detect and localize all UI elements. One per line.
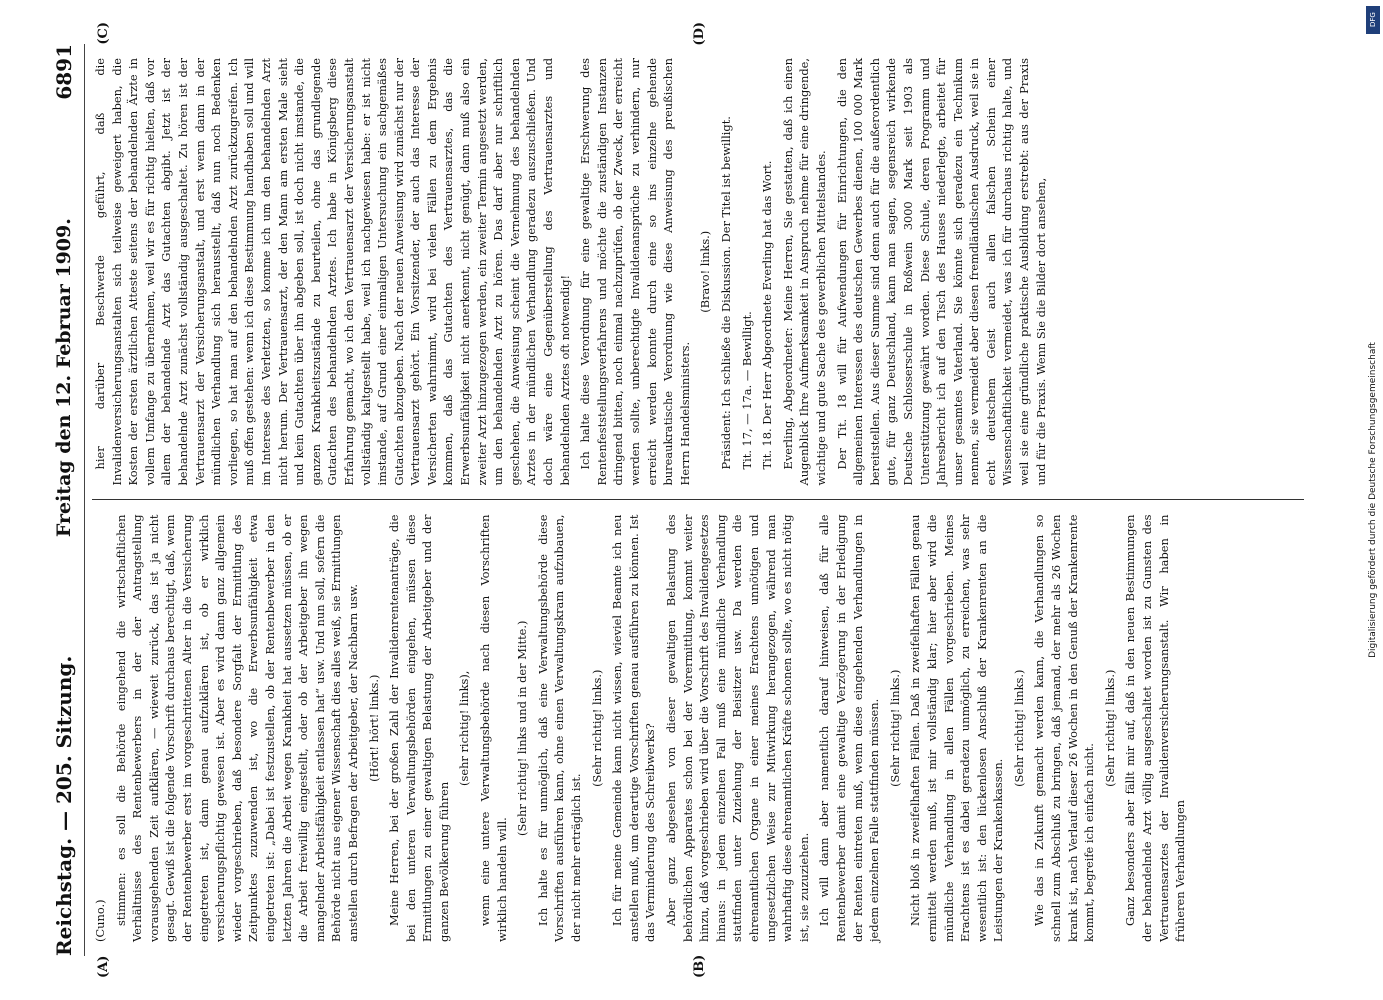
paragraph: Ich für meine Gemeinde kann nicht wissen, wieviel Beamte ich neu anstellen muß, um derartige Vorschriften genau ausführen zu können. Ist das Verminderung des Schreibwerks? xyxy=(610,514,658,942)
paragraph: Aber ganz abgesehen von dieser gewaltigen Belastung des behördlichen Apparates schon bei der Vorermittlung, kommt weiter hinzu, daß vorgeschrieben wird über die Vorschrift des Invalidengesetzes hinaus: in jedem einzelnen Fall muß eine mündliche Verhandlung stattfinden unter Zuziehung der Beisitzer usw. Da werden die ehrenamtlichen Organe in einer meines Erachtens unnötigen und ungesetzlichen Weise zur Mitwirkung herangezogen, während man wahrhaftig diese ehrenamtlichen Kräfte schonen sollte, wo es nicht nötig ist, sie zuzuziehen. xyxy=(664,514,811,942)
margin-marker-b: (B) xyxy=(692,954,707,978)
paragraph: (Sehr richtig! links.) xyxy=(887,669,902,787)
header-left: Reichstag. — 205. Sitzung. xyxy=(52,655,76,956)
paragraph: stimmen: es soll die Behörde eingehend die wirtschaftlichen Verhältnisse des Rentenbewerbers in der der Antragstellung vorausgehenden Zeit aufklären, — wieweit zurück, das ist ja nicht gesagt. Gewiß ist die folgende Vorschrift durchaus berechtigt, daß, wenn der Rentenbewerber erst im vorgeschrittenen Alter in die Versicherung eingetreten ist, dann genau aufzuklären ist, ob er wirklich versicherungspflichtig gewesen ist. Aber es wird dann ganz allgemein wieder vorgeschrieben, daß besondere Sorgfalt der Ermittlung des Zeitpunktes zuzuwenden ist, wo die Erwerbsunfähigkeit etwa eingetreten ist: „Dabei ist festzustellen, ob der Rentenbewerber in den letzten Jahren die Arbeit wegen Krankheit hat aussetzen müssen, ob er die Arbeit freiwillig eingestellt, oder ob der Arbeitgeber ihn wegen mangelnder Arbeitsfähigkeit entlassen hat“ usw. Und nun soll, sofern die Behörde nicht aus eigener Wissenschaft dies alles weiß, sie Ermittlungen anstellen durch Befragen der Arbeitgeber, der Nachbarn usw. xyxy=(113,514,360,942)
margin-marker-a: (A) xyxy=(96,955,111,978)
digitization-credit: Digitalisierung gefördert durch die Deutsche Forschungsgemeinschaft xyxy=(1368,342,1378,658)
paragraph: Ich halte diese Verordnung für eine gewaltige Erschwerung des Rentenfeststellungsverfahrens und möchte die zuständigen Instanzen dringend bitten, noch einmal nachzuprüfen, ob der Zweck, der erreicht werden sollte, unberechtigte Invalidenansprüche zu verhindern, nur erreicht werden konnte durch eine so ins einzelne gehende bureaukratische Verordnung wie diese Anweisung des preußischen Herrn Handelsministers. xyxy=(578,58,692,486)
right-column xyxy=(92,22,1304,501)
dfg-logo: DFG xyxy=(1366,6,1380,34)
paragraph: (sehr richtig! links), xyxy=(457,670,472,786)
page-header xyxy=(44,44,85,956)
paragraph: Tit. 18. Der Herr Abgeordnete Everling hat das Wort. xyxy=(760,160,775,470)
paragraph: Tit. 17, — 17a. — Bewilligt. xyxy=(739,311,754,470)
paragraph: Ich will dann aber namentlich darauf hinweisen, daß für alle Rentenbewerber damit eine gewaltige Verzögerung in der Erledigung der Renten eintreten muß, wenn diese eingehenden Verhandlungen in jedem einzelnen Falle stattfinden müssen. xyxy=(817,514,882,942)
rotated-page xyxy=(36,20,1316,980)
paragraph: Nicht bloß in zweifelhaften Fällen. Daß in zweifelhaften Fällen genau ermittelt werden muß, ist mir vollständig klar; hier aber wird die mündliche Verhandlung in allen Fällen vorgeschrieben. Meines Erachtens ist es dabei geradezu unmöglich, zu erreichen, was sehr wesentlich ist: den lückenlosen Anschluß der Krankenrenten an die Leistungen der Krankenkassen. xyxy=(908,514,1006,942)
paragraph: Meine Herren, bei der großen Zahl der Invalidenrentenanträge, die bei den unteren Verwaltungsbehörden eingehen, müssen diese Ermittlungen zu einer gewaltigen Belastung der Arbeitgeber und der ganzen Bevölkerung führen xyxy=(387,514,451,942)
margin-marker-d: (D) xyxy=(692,22,707,46)
left-column xyxy=(92,501,1304,978)
columns xyxy=(92,22,1304,978)
paragraph: Präsident: Ich schließe die Diskussion. Der Titel ist bewilligt. xyxy=(718,116,733,470)
digitization-sidebar xyxy=(1363,0,1383,1000)
paragraph: Ich halte es für unmöglich, daß eine Verwaltungsbehörde diese Vorschriften ausführen kann, ohne einen Verwaltungskram aufzubauen, der nicht mehr erträglich ist. xyxy=(535,514,584,942)
paragraph: (Cuno.) xyxy=(93,899,107,942)
paragraph: Ganz besonders aber fällt mir auf, daß in den neuen Bestimmungen der behandelnde Arzt völlig ausgeschaltet worden ist zu Gunsten des Vertrauensarztes der Invalidenversicherungsanstalt. Wir haben in früheren Verhandlungen xyxy=(1123,514,1188,942)
margin-marker-c: (C) xyxy=(96,22,111,45)
paragraph: (Hört! hört! links.) xyxy=(366,674,381,782)
paragraph: Everling, Abgeordneter: Meine Herren, Sie gestatten, daß ich einen Augenblick Ihre Aufmerksamkeit in Anspruch nehme für eine dringende, wichtige und gute Sache des gewerblichen Mittelstandes. xyxy=(780,58,828,486)
paragraph: wenn eine untere Verwaltungsbehörde nach diesen Vorschriften wirklich handeln will. xyxy=(478,514,509,942)
page-number: 6891 xyxy=(52,44,76,100)
header-date: Freitag den 12. Februar 1909. xyxy=(53,218,75,538)
paragraph: (Bravo! links.) xyxy=(698,230,713,313)
paragraph: Der Tit. 18 will für Aufwendungen für Einrichtungen, die den allgemeinen Interessen des deutschen Gewerbes dienen, 100 000 Mark bereitstellen. Aus dieser Summe sind denn auch für die außerordentlich gute, für ganz Deutschland, kann man sagen, segensreich wirkende Deutsche Schlosserschule in Roßwein 3000 Mark seit 1903 als Unterstützung gewährt worden. Diese Schule, deren Programm und Jahresbericht ich auf den Tisch des Hauses niederlegte, arbeitet für unser gesamtes Vaterland. Sie könnte sich geradezu ein Technikum nennen, sie vermeidet aber diesen fremdländischen Ausdruck, weil sie in echt deutschem Geist auch allen falschen Schein einer Wissenschaftlichkeit vermeidet, was ich für durchaus richtig halte, und weil sie eine gründliche praktische Ausbildung erstrebt: aus der Praxis und für die Praxis. Wenn Sie die Bilder dort ansehen, xyxy=(834,58,1048,486)
paragraph: (Sehr richtig! links und in der Mitte.) xyxy=(515,620,530,836)
paragraph: (Sehr richtig! links.) xyxy=(1102,669,1117,787)
paragraph: (Sehr richtig! links.) xyxy=(1011,669,1026,787)
paragraph: (Sehr richtig! links.) xyxy=(589,669,604,787)
paragraph: hier darüber Beschwerde geführt, daß die Invalidenversicherungsanstalten sich teilweise geweigert haben, die Kosten der ersten ärztlichen Atteste seitens der behandelnden Ärzte in vollem Umfange zu übernehmen, weil wir es für richtig hielten, daß vor allem der behandelnde Arzt das Gutachten abgibt. Jetzt ist der behandelnde Arzt zunächst vollständig ausgeschaltet. Zu hören ist der Vertrauensarzt der Versicherungsanstalt, und erst wenn dann in der mündlichen Verhandlung sich herausstellt, daß nun noch Bedenken vorliegen, so hat man auf den behandelnden Arzt zurückzugreifen. Ich muß offen gestehen: wenn ich diese Bestimmung handhaben soll und will im Interesse des Verletzten, so komme ich um den behandelnden Arzt nicht herum. Der Vertrauensarzt, der den Mann am ersten Male sieht und kein Gutachten über ihn abgeben soll, ist doch nicht imstande, die ganzen Krankheitszustände zu beurteilen, ohne das grundlegende Gutachten des behandelnden Arztes. Ich habe in Königsberg diese Erfahrung gemacht, wo ich den Vertrauensarzt der Versicherungsanstalt vollständig kaltgestellt habe, weil ich nachgewiesen habe: er ist nicht imstande, auf Grund einer einmaligen Untersuchung ein sachgemäßes Gutachten abzugeben. Nach der neuen Anweisung wird zunächst nur der Vertrauensarzt gehört. Ein Vorsitzender, der auch das Interesse der Versicherten wahrnimmt, wird bei vielen Fällen zu dem Ergebnis kommen, daß das Gutachten des Vertrauensarztes, das die Erwerbsunfähigkeit nicht anerkennt, nicht genügt, dann muß also ein zweiter Arzt hinzugezogen werden, ein zweiter Termin angesetzt werden, um den behandelnden Arzt zu hören. Das darf aber nur schriftlich geschehen, die Anweisung scheint die Vernehmung des behandelnden Arztes in der mündlichen Verhandlung geradezu auszuschließen. Und doch wäre eine Gegenüberstellung des Vertrauensarztes und behandelnden Arztes oft notwendig! xyxy=(93,58,572,486)
paragraph: Wie das in Zukunft gemacht werden kann, die Verhandlungen so schnell zum Abschluß zu bringen, daß jemand, der mehr als 26 Wochen krank ist, nach Verlauf dieser 26 Wochen in den Genuß der Krankenrente kommt, begreife ich einfach nicht. xyxy=(1032,514,1097,942)
